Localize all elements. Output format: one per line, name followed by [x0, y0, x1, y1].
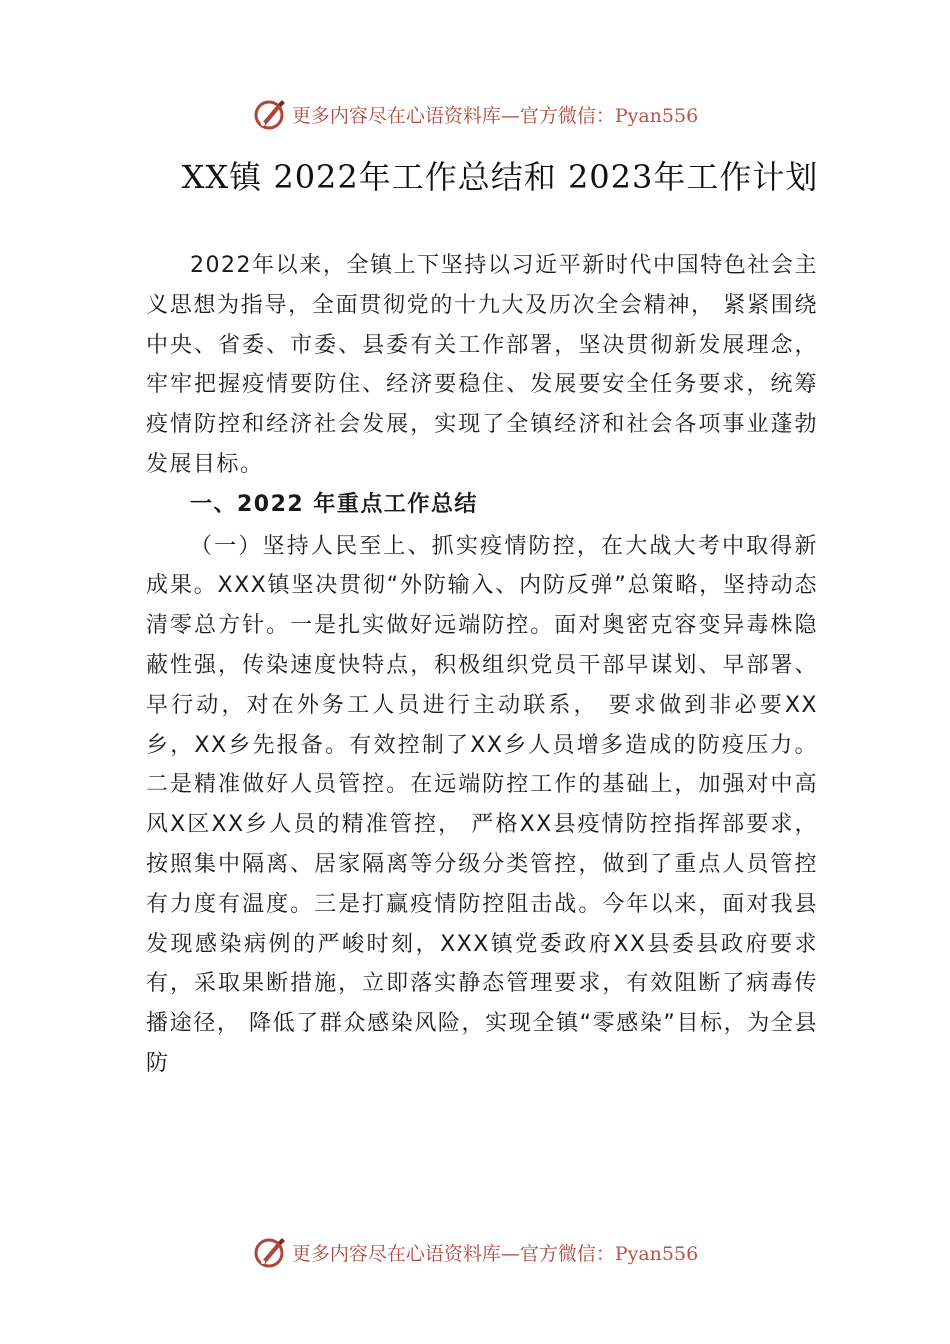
- header-banner-main: 更多内容尽在心语资料库—官方微信：: [291, 104, 615, 127]
- footer-banner-main: 更多内容尽在心语资料库—官方微信：: [291, 1242, 615, 1265]
- pen-logo-icon: [252, 96, 288, 132]
- footer-banner-text: [292, 1239, 698, 1266]
- header-banner-account: Pyan556: [614, 104, 699, 127]
- intro-paragraph: 2022年以来，全镇上下坚持以习近平新时代中国特色社会主义思想为指导，全面贯彻党的十九大及历次全会精神， 紧紧围绕中央、省委、市委、县委有关工作部署，坚决贯彻新发展理念，牢牢把握疫情要防住、经济要稳住、发展要安全任务要求，统筹疫情防控和经济社会发展，实现了全镇经济和社会各项事业蓬勃发展目标。: [146, 253, 818, 477]
- document-title: XX镇 2022年工作总结和 2023年工作计划: [181, 158, 819, 196]
- pen-logo-icon: [252, 1234, 288, 1270]
- footer-banner: [0, 1232, 950, 1272]
- section-paragraph: （一）坚持人民至上、抓实疫情防控，在大战大考中取得新成果。XXX镇坚决贯彻“外防输入、内防反弹”总策略，坚持动态清零总方针。一是扎实做好远端防控。面对奥密克容变异毒株隐蔽性强，传染速度快特点，积极组织党员干部早谋划、早部署、早行动，对在外务工人员进行主动联系， 要求做到非必要XX乡，XX乡先报备。有效控制了XX乡人员增多造成的防疫压力。二是精准做好人员管控。在远端防控工作的基础上，加强对中高风X区XX乡人员的精准管控， 严格XX县疫情防控指挥部要求，按照集中隔离、居家隔离等分级分类管控，做到了重点人员管控有力度有温度。三是打赢疫情防控阻击战。今年以来，面对我县发现感染病例的严峻时刻，XXX镇党委政府XX县委县政府要求有，采取果断措施，立即落实静态管理要求，有效阻断了病毒传播途径， 降低了群众感染风险，实现全镇“零感染”目标，为全县防: [146, 533, 818, 1076]
- header-banner-text: [292, 101, 698, 128]
- header-banner: [0, 94, 950, 134]
- footer-banner-account: Pyan556: [614, 1242, 699, 1265]
- document-body: [146, 246, 818, 1084]
- section-heading: 一、2022 年重点工作总结: [190, 491, 478, 517]
